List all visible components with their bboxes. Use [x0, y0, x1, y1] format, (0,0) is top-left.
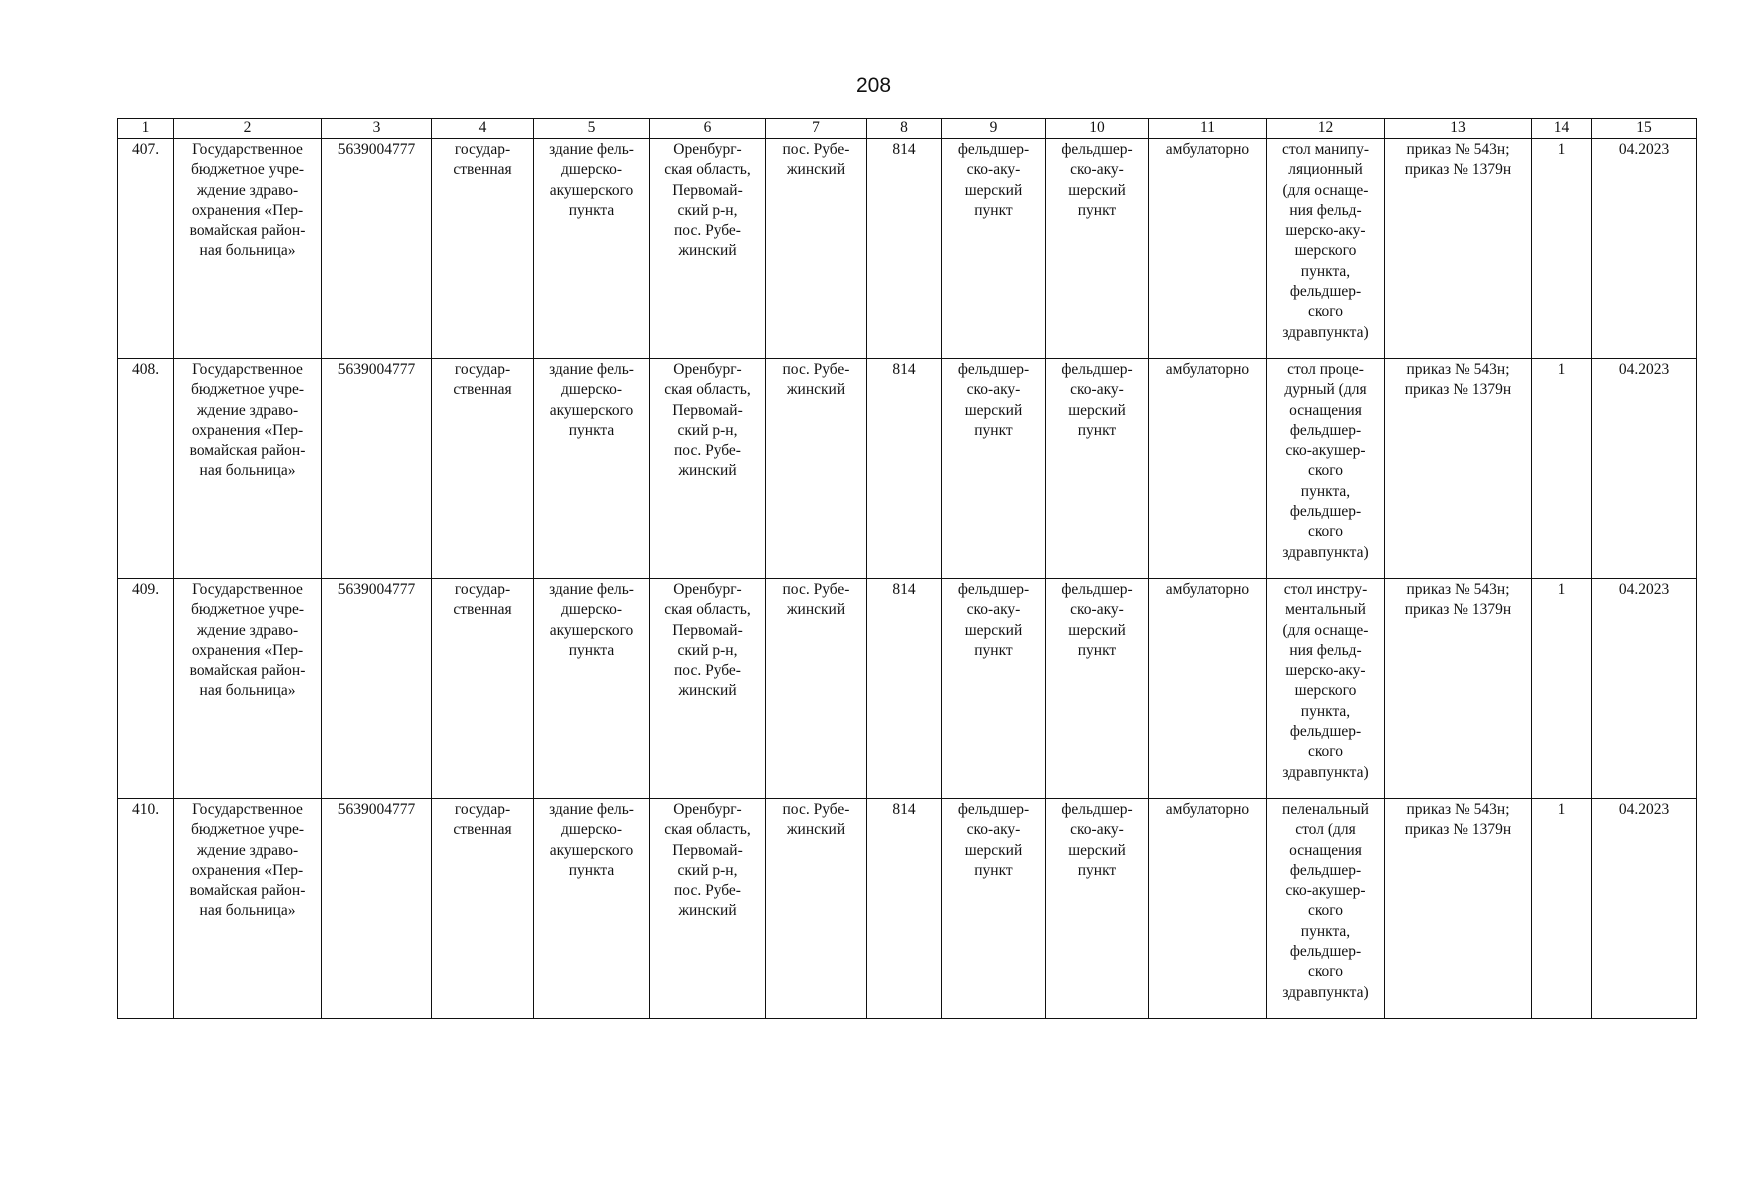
ownership-cell: государ- ственная	[432, 139, 534, 359]
row-number: 410.	[118, 799, 174, 1019]
column-header: 2	[174, 119, 322, 139]
equipment-cell: пеленальный стол (для оснащения фельдшер- ско-акушер- ского пункта, фельдшер- ского здравпункта)	[1267, 799, 1385, 1019]
table-header	[118, 119, 1697, 139]
care-form-cell: амбулаторно	[1149, 359, 1267, 579]
building-cell: здание фель- дшерско- акушерского пункта	[534, 139, 650, 359]
date-cell: 04.2023	[1592, 579, 1697, 799]
care-form-cell: амбулаторно	[1149, 579, 1267, 799]
organization-name: Государственное бюджетное учре- ждение здраво- охранения «Пер- вомайская район- ная больница»	[174, 799, 322, 1019]
equipment-cell: стол манипу- ляционный (для оснаще- ния фельд- шерско-аку- шерского пункта, фельдшер- ского здравпункта)	[1267, 139, 1385, 359]
column-header: 15	[1592, 119, 1697, 139]
facility-type-cell: фельдшер- ско-аку- шерский пункт	[942, 799, 1046, 1019]
orders-cell: приказ № 543н; приказ № 1379н	[1385, 139, 1532, 359]
building-cell: здание фель- дшерско- акушерского пункта	[534, 799, 650, 1019]
header-row	[118, 119, 1697, 139]
organization-name: Государственное бюджетное учре- ждение здраво- охранения «Пер- вомайская район- ная больница»	[174, 359, 322, 579]
column-header: 13	[1385, 119, 1532, 139]
settlement-cell: пос. Рубе- жинский	[766, 799, 867, 1019]
address-cell: Оренбург- ская область, Первомай- ский р-н, пос. Рубе- жинский	[650, 139, 766, 359]
column-header: 3	[322, 119, 432, 139]
building-cell: здание фель- дшерско- акушерского пункта	[534, 359, 650, 579]
equipment-cell: стол инстру- ментальный (для оснаще- ния фельд- шерско-аку- шерского пункта, фельдшер- ского здравпункта)	[1267, 579, 1385, 799]
code-cell: 814	[867, 579, 942, 799]
quantity-cell: 1	[1532, 579, 1592, 799]
column-header: 12	[1267, 119, 1385, 139]
column-header: 8	[867, 119, 942, 139]
care-form-cell: амбулаторно	[1149, 139, 1267, 359]
page-number: 208	[855, 74, 892, 97]
date-cell: 04.2023	[1592, 359, 1697, 579]
facility-type-cell: фельдшер- ско-аку- шерский пункт	[942, 139, 1046, 359]
code-cell: 814	[867, 799, 942, 1019]
column-header: 5	[534, 119, 650, 139]
ownership-cell: государ- ственная	[432, 579, 534, 799]
inn-cell: 5639004777	[322, 579, 432, 799]
column-header: 1	[118, 119, 174, 139]
unit-cell: фельдшер- ско-аку- шерский пункт	[1046, 139, 1149, 359]
unit-cell: фельдшер- ско-аку- шерский пункт	[1046, 799, 1149, 1019]
date-cell: 04.2023	[1592, 799, 1697, 1019]
table-row	[118, 359, 1697, 579]
column-header: 14	[1532, 119, 1592, 139]
organization-name: Государственное бюджетное учре- ждение здраво- охранения «Пер- вомайская район- ная больница»	[174, 579, 322, 799]
equipment-cell: стол проце- дурный (для оснащения фельдшер- ско-акушер- ского пункта, фельдшер- ского здравпункта)	[1267, 359, 1385, 579]
column-header: 10	[1046, 119, 1149, 139]
facility-type-cell: фельдшер- ско-аку- шерский пункт	[942, 579, 1046, 799]
code-cell: 814	[867, 139, 942, 359]
ownership-cell: государ- ственная	[432, 799, 534, 1019]
code-cell: 814	[867, 359, 942, 579]
table-row	[118, 139, 1697, 359]
table-row	[118, 579, 1697, 799]
column-header: 11	[1149, 119, 1267, 139]
orders-cell: приказ № 543н; приказ № 1379н	[1385, 799, 1532, 1019]
building-cell: здание фель- дшерско- акушерского пункта	[534, 579, 650, 799]
unit-cell: фельдшер- ско-аку- шерский пункт	[1046, 359, 1149, 579]
date-cell: 04.2023	[1592, 139, 1697, 359]
quantity-cell: 1	[1532, 799, 1592, 1019]
settlement-cell: пос. Рубе- жинский	[766, 139, 867, 359]
unit-cell: фельдшер- ско-аку- шерский пункт	[1046, 579, 1149, 799]
table-body	[118, 139, 1697, 1019]
column-header: 9	[942, 119, 1046, 139]
quantity-cell: 1	[1532, 139, 1592, 359]
orders-cell: приказ № 543н; приказ № 1379н	[1385, 579, 1532, 799]
settlement-cell: пос. Рубе- жинский	[766, 359, 867, 579]
care-form-cell: амбулаторно	[1149, 799, 1267, 1019]
row-number: 408.	[118, 359, 174, 579]
column-header: 7	[766, 119, 867, 139]
address-cell: Оренбург- ская область, Первомай- ский р-н, пос. Рубе- жинский	[650, 359, 766, 579]
address-cell: Оренбург- ская область, Первомай- ский р-н, пос. Рубе- жинский	[650, 799, 766, 1019]
row-number: 407.	[118, 139, 174, 359]
ownership-cell: государ- ственная	[432, 359, 534, 579]
inn-cell: 5639004777	[322, 359, 432, 579]
orders-cell: приказ № 543н; приказ № 1379н	[1385, 359, 1532, 579]
inn-cell: 5639004777	[322, 139, 432, 359]
table-row	[118, 799, 1697, 1019]
column-header: 4	[432, 119, 534, 139]
facility-type-cell: фельдшер- ско-аку- шерский пункт	[942, 359, 1046, 579]
column-header: 6	[650, 119, 766, 139]
row-number: 409.	[118, 579, 174, 799]
settlement-cell: пос. Рубе- жинский	[766, 579, 867, 799]
quantity-cell: 1	[1532, 359, 1592, 579]
address-cell: Оренбург- ская область, Первомай- ский р-н, пос. Рубе- жинский	[650, 579, 766, 799]
inn-cell: 5639004777	[322, 799, 432, 1019]
equipment-registry-table	[117, 118, 1697, 1019]
organization-name: Государственное бюджетное учре- ждение здраво- охранения «Пер- вомайская район- ная больница»	[174, 139, 322, 359]
